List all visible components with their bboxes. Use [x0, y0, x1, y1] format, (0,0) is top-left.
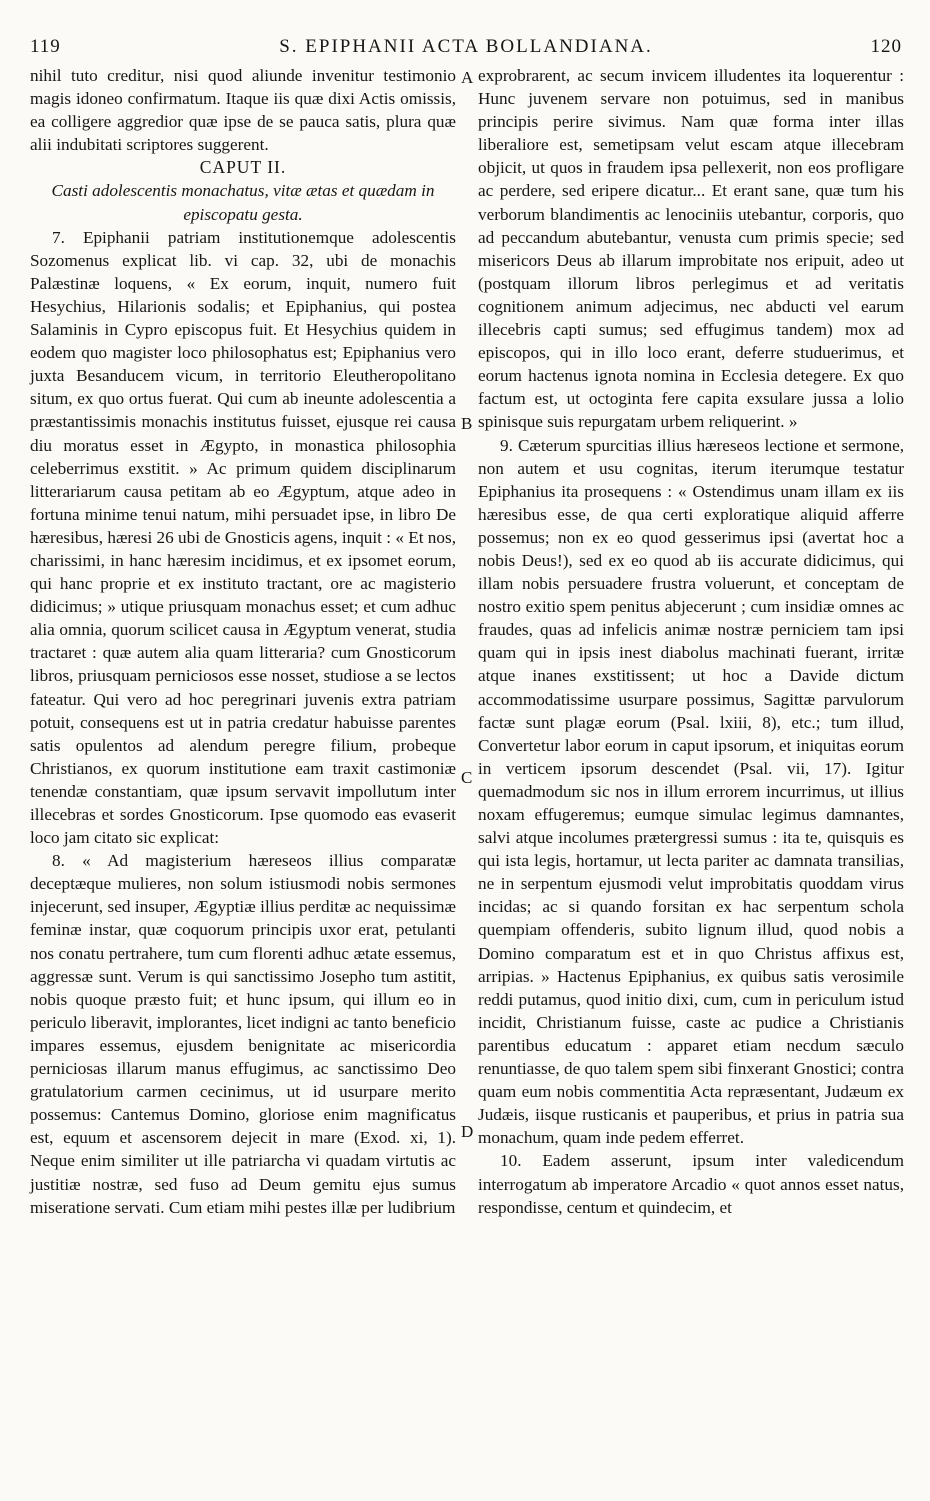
page-number-left: 119: [30, 36, 61, 57]
chapter-title: CAPUT II.: [199, 157, 287, 178]
chapter-summary: Casti adolescentis monachatus, vitæ ætas et quædam in episcopatu gesta.: [51, 181, 435, 224]
running-title: S. EPIPHANII ACTA BOLLANDIANA.: [279, 36, 653, 57]
margin-letter-b: B: [461, 414, 473, 433]
margin-letter-d: D: [461, 1122, 474, 1141]
paragraph-7: 7. Epiphanii patriam institutionemque adolescentis Sozomenus explicat lib. vi cap. 32, ubi de monachis Palæstinæ loquens, « Ex eorum, inquit, numero fuit Hesychius, Hilarionis sodalis; et Epiphanius, qui postea Salaminis in Cypro episcopus fuit. Et Hesychius quidem in eodem quo magister loco philosophatus est; Epiphanius vero juxta Besanducem vicum, in territorio Eleutheropolitano situm, ex quo ortus fuerat. Qui cum ab ineunte adolescentia a præstantissimis monachis institutus fuisset, ejusque rei causa diu moratus esset in Ægypto, in monastica philosophia celeberrimus exstitit. » Ac primum quidem disciplinarum litterariarum causa petitam ab eo Ægyptum, atque adeo in fortuna minime tenui natum, mihi persuadet ipse, in libro De hæresibus, hæresi 26 ubi de Gnosticis agens, inquit : « Et nos, charissimi, in hanc hæresim incidimus, et ex ipsomet eorum, qui hanc proprie et ex instituto tractant, ore ac magisterio didicimus; » utique priusquam monachus esset; et cum adhuc alia omnia, quorum scilicet causa in Ægyptum venerat, studia tractaret : quæ autem alia quam litteraria? cum Gnosticorum libros, priusquam perniciosos esse nosset, studiose a se lectos fateatur. Qui vero ad hoc peregrinari juvenis extra patriam potuit, consequens est ut in patria credatur habuisse parentes satis opulentos ad alendum peregre filium, probeque Christianos, ex quorum institutione eam traxit castimoniæ tenendæ constantiam, quæ ipsum servavit impollutum inter illecebras et sordes Gnosticorum. Ipse quomodo eas evaserit loco jam citato sic explicat:: [30, 227, 456, 848]
paragraph-10: 10. Eadem asserunt, ipsum inter valedicendum interrogatum ab imperatore Arcadio « quot annos esset natus, respondisse, centum et quindecim, et: [478, 1151, 904, 1217]
paragraph-8-continued: exprobrarent, ac secum invicem illudentes ita loquerentur : Hunc juvenem servare non potuimus, sed in manibus principis perire sivimus. Nam quæ forma inter illas liberaliore est, semetipsam velut escam atque illecebram objicit, ut quos in fraudem ipsa pellexerit, non eos profligare ac perdere, sed eripere dicatur... Et erant sane, quæ tum his verborum blandimentis ac lenociniis utebantur, corporis, quo ad peccandum abutebantur, venusta cum primis specie; sed misericors Deus ab illarum improbitate nos eripuit, adeo ut (postquam illorum libros perlegimus et ad veritatis cognitionem animum adjecimus, nec abducti vel earum illecebris capti sumus; sed effugimus tandem) mox ad episcopos, qui in illo loco erant, deferre studuerimus, et eorum hactenus ignota nomina in Ecclesia detegere. Ex quo factum est, ut octoginta fere capita exsulare jussa a lolio spinisque suis repurgatam urbem reliquerint. »: [478, 66, 904, 432]
page-number-right: 120: [870, 36, 902, 57]
paragraph-9: 9. Cæterum spurcitias illius hæreseos lectione et sermone, non autem et usu cognitas, iterum iterumque testatur Epiphanius ita prosequens : « Ostendimus unam illam ex iis hæresibus esse, de qua certi exploratique aliquid afferre possemus; non ex eo quod gesserimus ipsi (avertat hoc a nobis Deus!), sed ex eo quod ab iis accurate didicimus, qui illam nobis persuadere frustra voluerunt, et conceptam de nostro exitio spem penitus abjecerunt ; cum insidiæ omnes ac fraudes, quas ad infelicis animæ nostræ perniciem tam ipsi quam qui in ipsis inest diabolus machinati fuerant, irritæ atque inanes exstitissent; ut hoc a Davide dictum accommodatissime usurpare possimus, Sagittæ parvulorum factæ sunt plagæ eorum (Psal. lxiii, 8), etc.; tum illud, Convertetur labor eorum in caput ipsorum, et iniquitas eorum in verticem ipsorum descendet (Psal. vii, 17). Igitur quemadmodum sic nos in illum errorem incurrimus, ut illius noxam effugeremus; eumque simulac legimus damnantes, salvi atque incolumes prætergressi sumus : ita te, quisquis es qui ista legis, hortamur, ut lecta pariter ac damnata transilias, ne in serpentum ejusmodi velut improbitatis quoddam virus incidas; ac si quando forsitan ex hac serpentum schola quempiam offenderis, subito lignum illud, quod nobis a Domino comparatum est et in quo Christus affixus est, arripias. » Hactenus Epiphanius, ex quibus satis verosimile reddi putamus, quod initio dixi, cum, cum in periculum istud incidit, Christianum fuisse, caste ac pudice a Christianis parentibus educatum : apparet etiam necdum sæculo renuntiasse, de quo talem spem sibi finxerant Gnostici; contra quam eum nobis commentitia Acta repræsentant, Judæum ex Judæis, iisque rusticanis et pauperibus, et prius in patria sua monachum, quam inde pedem efferret.: [478, 435, 904, 1148]
right-column: [478, 64, 904, 1501]
margin-letter-c: C: [461, 768, 473, 787]
paragraph-intro: nihil tuto creditur, nisi quod aliunde invenitur testimonio magis idoneo confirmatum. Itaque iis quæ dixi Actis omissis, ea colligere aggredior quæ ipse de se pauca satis, plura quæ alii indubitati scriptores suggerent.: [30, 66, 456, 155]
paragraph-8: 8. « Ad magisterium hæreseos illius comparatæ deceptæque mulieres, non solum istiusmodi nobis sermones injecerunt, sed insuper, Ægyptiæ illius perditæ ac nequissimæ feminæ instar, quæ coquorum principis uxor erat, petulanti nos conatu pertrahere, tum cum florenti adhuc ætate essemus, aggressæ sunt. Verum is qui sanctissimo Josepho tum astitit, nobis quoque præsto fuit; et hunc ipsum, qui illum eo in periculo liberavit, implorantes, licet indigni ac tanto beneficio impares essemus, ejusdem benignitate ac misericordia perniciosas illarum manus effugimus, ac sanctissimo Deo gratulatorium carmen cecinimus, ut id usurpare merito possemus: Cantemus Domino, gloriose enim magnificatus est, equum et ascensorem dejecit in mare (Exod. xi, 1). Neque enim similiter ut ille patriarcha vi quadam virtutis ac justitiæ nostræ, sed fuso ad Deum gemitu ejus sumus miseratione servati. Cum etiam mihi pestes illæ per ludibrium: [30, 851, 456, 1217]
page-header: [30, 36, 902, 60]
left-column: [30, 64, 456, 1501]
margin-letter-a: A: [461, 68, 474, 87]
